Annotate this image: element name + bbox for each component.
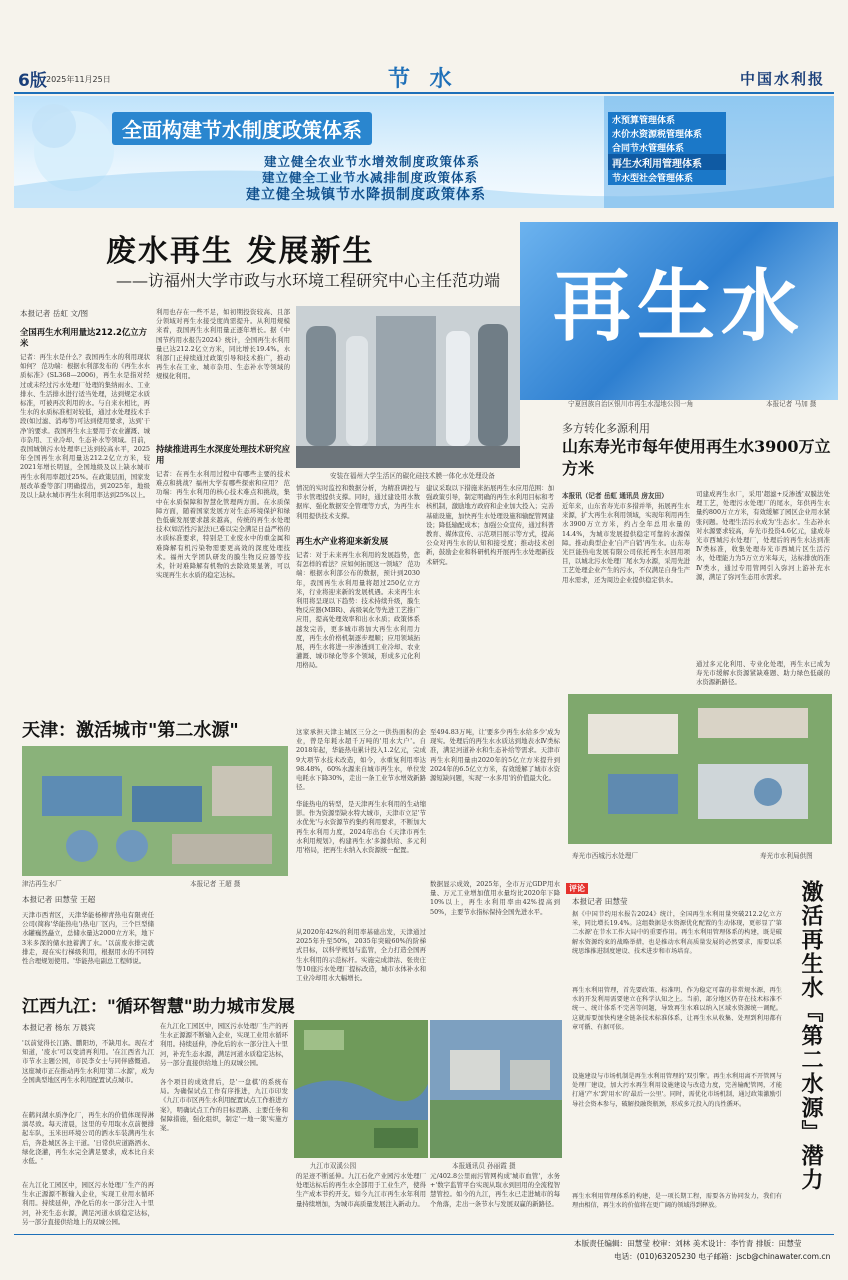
tianjin-photo — [22, 746, 288, 876]
tianjin-paragraph-3: 华能热电的转型，是天津再生水利用的生动缩影。作为资源型缺水特大城市，天津市立足'节水优先'与水资源节约集约利用要求，不断加大再生水利用力度，2024年出台《天津市再生水利用规划》，构建再生水'多源供给、多元利用'格局，把再生水纳入水资源统一配置。 — [296, 800, 426, 855]
shouguang-paragraph-1: 近年来，山东省寿光市多措并举，拓展再生水来源，扩大再生水利用领域，实现年利用再生水3900万立方米，约占全年总用水量的14.4%，为城市发展提供稳定可靠的水源保障。推动典型企业'自产自销'再生水。山东寿光巨能热电发展有限公司依托再生水回用项目，以城北污水处理厂尾水为水源，采用先进工艺处理企业产生的污水，不仅满足自身生产用水需求，还为周边企业提供稳定供水。 — [562, 502, 690, 584]
jiujiang-paragraph-1: '以前觉得长江路、鹏阳坊，不缺用水。现在才知道，'废水'可以变清再利用。'在江西省九江市节水主题公园，市民李女士与同伴感慨道。这座城市正在推动再生水利用'第二水源'，成为全国典型地区再生水利用配置试点城市。 — [22, 1039, 154, 1084]
system-item-4: 再生水利用管理体系 — [608, 154, 726, 171]
shouguang-kicker: 多方转化多源利用 — [562, 422, 650, 435]
equipment-photo — [296, 306, 520, 468]
header-rule — [14, 92, 834, 94]
tianjin-paragraph-4: 从2020年42%的利用率基础出发，天津通过2025年升至50%，2035年突破60%的阶梯式目标，以科学规划与监管，全力打造全国再生水利用的示范标杆。实施完成津沽、张贵庄等10座污水处理厂提标改造，城市水体补水和工业冷却用水大幅增长。 — [296, 928, 426, 983]
shouguang-paragraph-4: 通过多元化利用、专业化处理，再生水已成为寿光市缓解水资源紧缺难题、助力绿色低碳的水资源新路径。 — [696, 660, 830, 687]
feature-paragraph-3: 记者：在再生水利用过程中有哪些主要的技术难点和挑战？福州大学有哪些探索和应用？ 范功端：再生水利用的核心技术难点和挑战，集中在水质保障和智慧化管理两方面。在水质保障方面，随着国家发展方对生态环境保护和绿色低碳发展要求越来越高，传统的再生水处理技术(如活性污泥法)已难以完全满足日益严格的水质标准要求，特别是工业废水中的重金属和难降解有机污染物需要更高效的深度处理技术。福州大学团队研发的膜生物反应器等技术，针对难降解有机物的去除效果显著，可以实现再生水水质的稳定达标。 — [156, 470, 290, 580]
shouguang-plant-photo — [568, 694, 832, 844]
banner-subtitle-1: 建立健全农业节水增效制度政策体系 — [264, 154, 481, 169]
jiujiang-paragraph-3: 在九江化工园区中，园区污水处理厂生产的再生水正源源不断输入企业，实现工业用水循环利用。持续延伸，净化后的水一部分注入十里河，补充生态水源，满足河道水质稳定达标，另一部分直接供给地上的双城公园。 — [22, 1181, 154, 1226]
feature-paragraph-2: 利用也存在一些不足，如初期投资较高、且部分领域对再生水接受度尚需提升。从利用规模来看，我国再生水利用量正逐年增长。据《中国节约用水报告2024》统计，全国再生水利用量已达212.2亿立方米，同比增长19.4%。水利部门正持续通过政策引导和技术推广，推动再生水在工业、城市杂用、生态补水等领域的规模化利用。 — [156, 308, 290, 381]
tianjin-photo-credit: 本报记者 王超 摄 — [190, 880, 241, 888]
comment-paragraph-1: 据《中国节约用水报告2024》统计，全国再生水利用量突破212.2亿立方米，同比增长19.4%。这组数据是水资源优化配置的生动体现，更彰显了'第二水源'在节水工作大局中的重要作用。再生水利用管理体系的构建，既是破解水资源约束的战略举措，也是推动水利高质量发展的必然要求，需要以系统思维推进制度建设、技术进步和市场培育。 — [572, 911, 782, 955]
tianjin-paragraph-1: 天津市西青区，天津华能杨柳青热电有限责任公司(简称'华能热电')热电厂区内，三个巨型储水罐巍然矗立，总储水量达2000立方米，地下3米多深的储水池蓄满了水。'以前废水排完就排走，现在实行梯级利用，根据用水的不同特性合理规划使用。'华能热电副总工程师说。 — [22, 911, 154, 966]
tianjin-column-1 — [22, 894, 154, 993]
system-item-2: 水价水资源税管理体系 — [608, 126, 726, 141]
comment-vertical-title: 激活再生水『第二水源』潜力 — [798, 880, 824, 1192]
jiujiang-paragraph-5: 的足迹不断延伸。九江石化产业园污水处理厂处理达标后的再生水全部用于工业生产，使得生产成本节约开支。如今九江市再生水年利用量持续增加，为城市高质量发展注入新动力。 — [296, 1172, 426, 1208]
shouguang-byline: 本报讯（记者 岳虹 通讯员 房友田） — [562, 492, 668, 500]
shouguang-paragraph-2: 建议采取以下措施来拓展再生水应用范围：加强政策引导，制定明确的再生水利用目标和考核机制，激励地方政府和企业加大投入；完善基础设施，加快再生水处理设施和输配管网建设；降低输配成本；加强公众宣传，通过科普教育、媒体宣传、示范项目展示等方式，提高公众对再生水的认知和接受度；推动技术创新，鼓励企业和科研机构开展再生水处理新技术研究。 — [426, 484, 554, 566]
comment-paragraph-3: 设施建设与市场机制是再生水利用管理的'双引擎'。再生水利用离不开管网与处理厂建设，加大污水再生利用设施建设与改造力度，完善输配管网，才能打通'产水'到'用水'的'最后一公里'。同时，需优化市场机制，通过政策激励引导社会资本参与，破解投融资瓶颈，形成多元投入的良性循环。 — [572, 1073, 782, 1108]
feature-column-1 — [20, 308, 150, 763]
feature-subheadline: ——访福州大学市政与水环境工程研究中心主任范功端 — [116, 271, 501, 290]
jiujiang-column-2 — [160, 1022, 288, 1226]
system-item-3: 合同节水管理体系 — [608, 140, 726, 155]
comment-tag — [566, 876, 588, 895]
banner-title: 全面构建节水制度政策体系 — [112, 112, 372, 145]
tianjin-photo-caption: 津沽再生水厂 — [22, 880, 62, 888]
jiujiang-paragraph-3b: 在九江化工园区中，园区污水处理厂生产的再生水正源源不断输入企业，实现工业用水循环利用。持续延伸，净化后的水一部分注入十里河，补充生态水源，满足河道水质稳定达标，另一部分直接供给地上的双城公园。 — [160, 1022, 288, 1067]
jiujiang-second-photo — [430, 1020, 562, 1158]
jiujiang-headline: 江西九江："循环智慧"助力城市发展 — [22, 997, 295, 1017]
feature-paragraph-1: 记者：再生水是什么？我国再生水的利用现状如何？ 范功端：根据水利部发布的《再生水水质标准》(SL368—2006)，再生水是指对经过或未经过污水处理厂处理的集纳雨水、工业排水、生活排水进行适当处理，达到规定水质标准，可被再次利用的水。与自来水相比，再生水的水质标准相对较低，通过水处理技术手段(如过滤、消毒等)可达到使用要求，达到'干净'的要求。我国再生水主要用于农业灌溉、城市杂用、工业冷却、生态补水等领域。目前，我国城镇污水处理率已达到较高水平，2025年全国再生水利用量达212.2亿立方米，较2021年增长明显，全国地级及以上缺水城市再生水利用率超过25%。在政策层面，国家发展改革委等部门明确提出，到2025年，地级及以上缺水城市再生水利用率达到25%以上。 — [20, 353, 150, 500]
jiujiang-second-photo-image — [430, 1020, 562, 1158]
banner-subtitle-2: 建立健全工业节水减排制度政策体系 — [262, 170, 479, 185]
feature-byline: 本报记者 岳虹 文/图 — [20, 309, 89, 318]
banner-subtitle-3: 建立健全城镇节水降损制度政策体系 — [246, 187, 486, 203]
feature-question-heading-1: 全国再生水利用量达212.2亿立方米 — [20, 327, 147, 348]
jiujiang-paragraph-2: 在鹤问湖水质净化厂，再生水的价值体现得淋漓尽致。每天清晨，这里的专用取水点前便排起车队，玉米田环境公司的洒水车装满再生水后，奔赴城区各主干道。'日常供应道路洒水、绿化浇灌，再生水完全满足要求，成本比自来水低。' — [22, 1111, 154, 1166]
shouguang-plant-caption: 寿光市西城污水处理厂 — [572, 852, 638, 860]
feature-paragraph-5: 记者：对于未来再生水利用的发展趋势，您有怎样的看法？应如何拓展这一领域？ 范功端：根据水利部公布的数据，预计到2030年，我国再生水利用量将超过250亿立方米，行业将迎来新的发展机遇。未来再生水利用将呈现以下趋势：技术持续升级，膜生物反应器(MBR)、高级氧化等先进工艺推广应用，提高处理效率和出水水质；政策体系越发完善，更多城市将加大再生水利用力度，再生水价格机制逐步理顺；应用领域拓展，再生水将进一步渗透到工业冷却、农业灌溉、城市绿化等多个领域，形成多元化利用格局。 — [296, 551, 420, 670]
shouguang-plant-photo-image — [568, 694, 832, 844]
feature-question-heading-3: 再生水产业将迎来新发展 — [296, 536, 389, 546]
jiujiang-paragraph-6: 元/402.8公里雨污管网构成'城市血管'，水务+'数字监管平台实现从取水到回用的全流程智慧管控。如今的九江，再生水已走进城市的每个角落，走出一条节水与发展双赢的新路径。 — [430, 1172, 560, 1208]
shouguang-column-1 — [426, 484, 554, 566]
comment-tag-label: 评论 — [566, 883, 588, 894]
newspaper-logo: 中国水利报 — [740, 70, 826, 88]
feature-column-3 — [296, 484, 420, 711]
page-footer — [14, 1234, 834, 1274]
big-character-graphic: 再生水 — [520, 222, 838, 400]
tianjin-paragraph-2: 这家承担天津主城区三分之一供热面积的企业，曾是年耗水超千万吨的'用水大户'。自2018年起，华能热电累计投入1.2亿元，完成9大项节水技术改造，如今，水重复利用率达98.48%，60%水源来自城市再生水，单位发电耗水下降30%，走出一条工业节水增效新路径。 — [296, 728, 426, 792]
footer-contact: 电话：(010)63205230 电子邮箱：jscb@chinawater.com.cn — [614, 1252, 831, 1261]
shouguang-column-3 — [696, 490, 830, 686]
tianjin-byline: 本报记者 田慧莹 王超 — [22, 895, 96, 904]
system-item-5: 节水型社会管理体系 — [608, 170, 726, 185]
page-date: 2025年11月25日 — [46, 75, 111, 84]
jiujiang-byline: 本报记者 杨东 万晨宾 — [22, 1023, 96, 1032]
jiujiang-paragraph-4: 各个项目的成效背后，是'一盘棋'的系统布局。为确保试点工作有序推进，九江市印发《九江市市区再生水利用配置试点工作推进方案》，明确试点工作的目标思路、主要任务和保障措施，强化组织，制定'一地一策'实施方案。 — [160, 1078, 288, 1133]
shouguang-paragraph-3: 司建成再生水厂，采用'超滤+反渗透'双膜法处理工艺，处理污水处理厂的尾水，年供再生水量约800万立方米，有效缓解了园区企业用水紧张问题。处理生活污水成为'生态水'。生态补水对水源要求较高，寿光市投资4.6亿元，建成寿光市西城污水处理厂，处理后的再生水达到准Ⅳ类标准，收集处理寿光市西城片区生活污水，处理能力为5万立方米每天，达标排放的准Ⅳ类水，通过专用管网引入弥河上游补充水源，满足了弥河生态用水需求。 — [696, 490, 830, 581]
section-name: 节 水 — [388, 66, 458, 92]
wetland-photo-credit: 本报记者 马加 摄 — [766, 400, 817, 408]
jiujiang-park-caption: 九江市双溪公园 — [310, 1162, 357, 1170]
jiujiang-column-3 — [296, 1172, 426, 1228]
jiujiang-column-4 — [430, 1172, 560, 1228]
jiujiang-park-photo — [294, 1020, 428, 1158]
tianjin-paragraph-5: 至494.83万吨，让'要多少再生水给多少'成为现实。处理后的再生水水质达到地表水Ⅳ类标准，满足河道补水和生态补给等需求。天津市再生水利用量由2020年的5亿立方米提升到2024年的6.5亿立方米，有效缓解了城市水资源短缺问题，实现'一水多用'的价值最大化。 — [430, 728, 560, 783]
comment-byline: 本报记者 田慧莹 — [572, 897, 628, 906]
feature-paragraph-4: 情况的实时监控和数据分析，为精准调控与节水管理提供支撑。同时，通过建设用水数据库、强化数据安全管理等方式，为再生水利用提供技术支撑。 — [296, 484, 420, 520]
tianjin-column-3 — [430, 728, 560, 950]
shouguang-column-2 — [562, 490, 690, 692]
tianjin-column-2 — [296, 728, 426, 1004]
feature-question-heading-2: 持续推进再生水深度处理技术研究应用 — [156, 444, 290, 465]
tianjin-headline: 天津：激活城市"第二水源" — [22, 720, 239, 741]
tianjin-paragraph-6: 数据显示成效，2025年，全市万元GDP用水量、万元工业增加值用水量均比2020年下降10%以上，再生水利用率由42%提高到50%，主要节水指标保持全国先进水平。 — [430, 880, 560, 916]
footer-editor-credit: 本版责任编辑：田慧莹 校审：刘林 美术设计：李竹青 排版：田慧莹 — [574, 1239, 802, 1248]
comment-paragraph-4: 再生水利用管理体系的构建，是一项长期工程，需要各方协同发力，我们有理由相信，再生水的价值将在更广阔的领域得到释放。 — [572, 1193, 782, 1210]
jiujiang-column-1 — [22, 1022, 154, 1227]
feature-column-2 — [156, 308, 290, 734]
shouguang-headline: 山东寿光市每年使用再生水3900万立方米 — [562, 437, 831, 478]
shouguang-plant-credit: 寿光市水利局供图 — [760, 852, 813, 860]
equipment-photo-image — [296, 306, 520, 468]
page-number: 6版 — [18, 71, 47, 91]
jiujiang-second-photo-credit: 本报通讯员 孙丽霞 摄 — [452, 1162, 516, 1170]
feature-headline: 废水再生 发展新生 — [106, 234, 375, 269]
tianjin-photo-image — [22, 746, 288, 876]
system-item-1: 水预算管理体系 — [608, 112, 726, 127]
comment-paragraph-2: 再生水利用管理，首先要政策、标准明、作为稳定可靠的非常规水源，再生水的开发利用需要建立在科学认知之上。当前，部分地区仍存在技术标准不统一、统计体系不完善等问题，导致再生水难以纳入区域水资源统一调配。这就需要加快构建全链条技术标准体系，让再生水从收集、处理到利用都有章可循、有据可依。 — [572, 987, 782, 1031]
jiujiang-park-photo-image — [294, 1020, 428, 1158]
wetland-photo-caption: 宁夏回族自治区银川市再生水湿地公园一角 — [568, 400, 694, 408]
equipment-photo-caption: 安装在福州大学生活区的碳化硅技术膜一体化水处理设备 — [330, 472, 495, 480]
